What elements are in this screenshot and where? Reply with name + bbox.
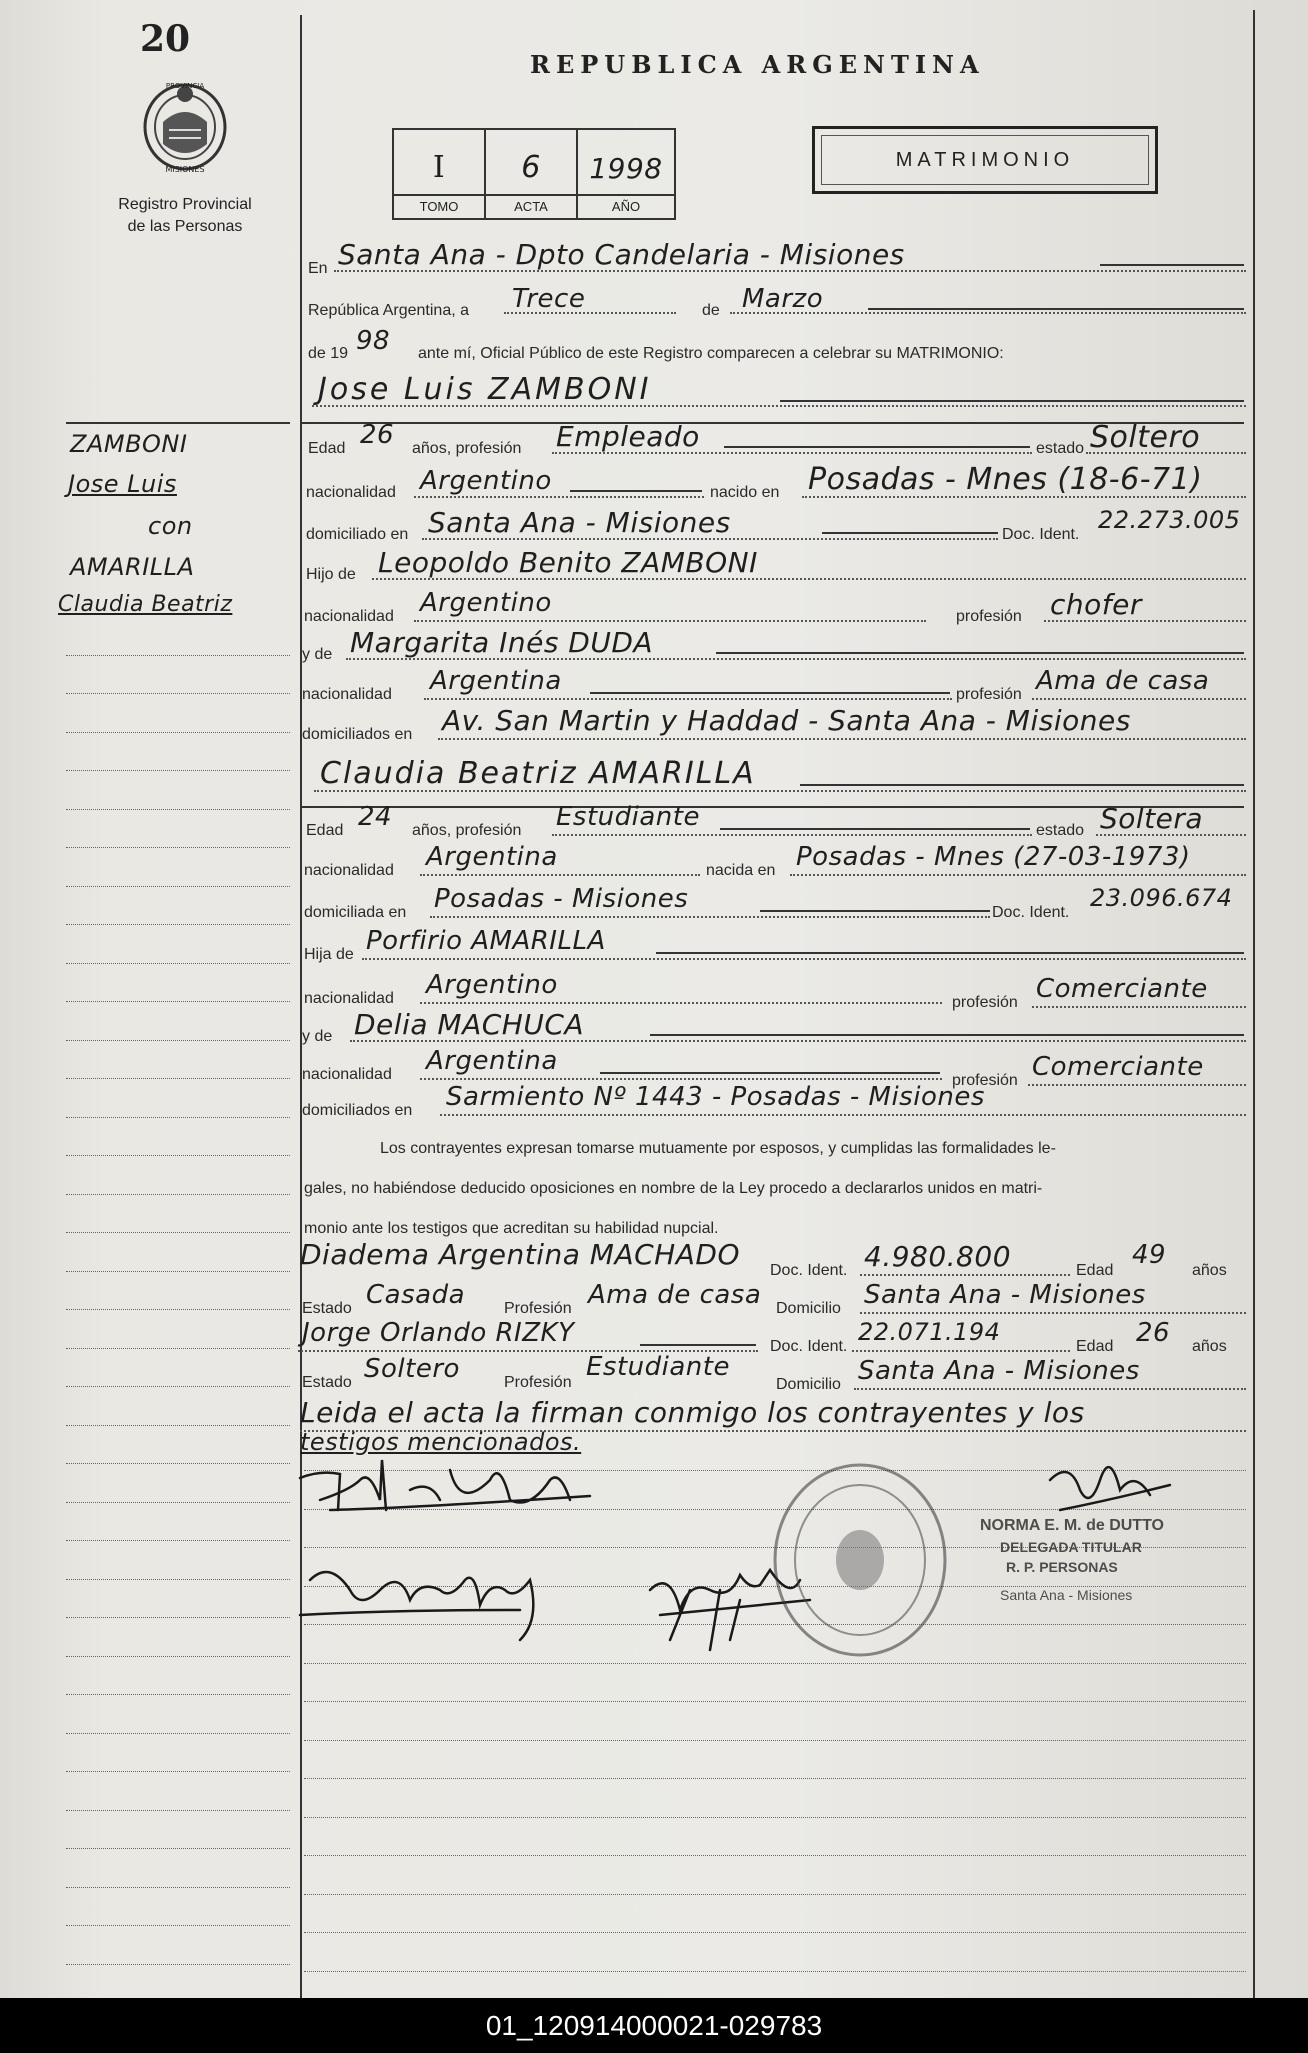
body-ruled-line (304, 1894, 1246, 1895)
margin-ruled-line (66, 963, 290, 964)
body-ruled-line (304, 1740, 1246, 1741)
margin-ruled-line (66, 770, 290, 771)
registry-boxes (392, 128, 676, 220)
margin-note-rule (66, 422, 290, 424)
groom-anos-profesion-label: años, profesión (412, 440, 522, 457)
witness1-profesion-label: Profesión (504, 1300, 572, 1317)
stamp-line4: Santa Ana - Misiones (1000, 1587, 1133, 1603)
fill-dash (868, 308, 1244, 310)
signature-groom (300, 1460, 590, 1510)
fill-dash (640, 1344, 756, 1346)
groom-yde-label: y de (302, 646, 333, 663)
dotted-line (430, 916, 990, 918)
margin-ruled-line (66, 1733, 290, 1734)
left-margin-rule (300, 15, 302, 2000)
groom-edad-label: Edad (308, 440, 346, 457)
dotted-line (314, 790, 1246, 792)
closing-line2: testigos mencionados. (300, 1428, 582, 1456)
dotted-line (312, 405, 1246, 407)
bride-father-nationality: Argentino (426, 970, 558, 1000)
margin-ruled-line (66, 1540, 290, 1541)
ano-box (578, 130, 674, 218)
fill-dash (716, 652, 1244, 654)
stamp-line3: R. P. PERSONAS (1006, 1559, 1118, 1575)
margin-ruled-line (66, 1502, 290, 1503)
acta-box (486, 130, 578, 218)
dotted-line (1032, 1006, 1246, 1008)
margin-ruled-line (66, 1155, 290, 1156)
fill-dash (600, 1072, 940, 1074)
dotted-line (790, 874, 1246, 876)
body-ruled-line (304, 1971, 1246, 1972)
declaration-line2: gales, no habiéndose deducido oposiciones en nombre de la Ley procedo a declararlos unidos en matri- (304, 1180, 1043, 1197)
registry-title-line2: de las Personas (127, 218, 243, 235)
groom-father-profession: chofer (1050, 588, 1142, 621)
witness2-address: Santa Ana - Misiones (858, 1356, 1140, 1386)
bride-mother: Delia MACHUCA (354, 1008, 585, 1041)
seal-text-top: PROVINCIA (165, 82, 205, 90)
tomo-label: TOMO (394, 194, 484, 214)
fill-dash (724, 446, 1030, 448)
bride-mother-profesion-label: profesión (952, 1072, 1018, 1089)
witness2-profesion-label: Profesión (504, 1374, 572, 1391)
bride-parents-domiciliados-label: domiciliados en (302, 1102, 413, 1119)
dotted-line (422, 538, 998, 540)
groom-estado-label: estado (1036, 440, 1085, 457)
margin-ruled-line (66, 1925, 290, 1926)
dotted-line (860, 1312, 1246, 1314)
bride-domiciliada-label: domiciliada en (304, 904, 407, 921)
witness1-edad-label: Edad (1076, 1262, 1114, 1279)
groom-civil-status: Soltero (1090, 420, 1201, 455)
margin-ruled-line (66, 1771, 290, 1772)
witness2-profession: Estudiante (586, 1352, 730, 1382)
bride-address: Posadas - Misiones (434, 884, 689, 914)
groom-doc-label: Doc. Ident. (1002, 526, 1080, 543)
groom-mother: Margarita Inés DUDA (350, 626, 654, 659)
intro-statement: ante mí, Oficial Público de este Registro comparecen a celebrar su MATRIMONIO: (418, 345, 1004, 362)
dotted-line (350, 1040, 1246, 1042)
body-ruled-line (304, 1778, 1246, 1779)
dotted-line (334, 270, 1246, 272)
witness2-name: Jorge Orlando RIZKY (302, 1318, 575, 1348)
groom-profession: Empleado (556, 420, 700, 453)
en-label: En (308, 260, 328, 277)
bride-doc-label: Doc. Ident. (992, 904, 1070, 921)
country-title: REPUBLICA ARGENTINA (530, 50, 985, 79)
dotted-line (860, 1274, 1070, 1276)
margin-ruled-line (66, 1964, 290, 1965)
witness1-doc-label: Doc. Ident. (770, 1262, 848, 1279)
bride-father-profession: Comerciante (1036, 974, 1208, 1004)
margin-ruled-line (66, 1040, 290, 1041)
fill-dash (656, 952, 1244, 954)
witness1-domicilio-label: Domicilio (776, 1300, 841, 1317)
dotted-line (802, 496, 1246, 498)
acta-label: ACTA (486, 194, 576, 214)
body-ruled-line (304, 1932, 1246, 1933)
dotted-line (346, 658, 1246, 660)
ano-label: AÑO (578, 194, 674, 214)
groom-address: Santa Ana - Misiones (428, 506, 731, 539)
bride-hija-label: Hija de (304, 946, 354, 963)
margin-ruled-line (66, 809, 290, 810)
bride-nacida-label: nacida en (706, 862, 776, 879)
margin-ruled-line (66, 1694, 290, 1695)
bride-mother-nacionalidad-label: nacionalidad (302, 1066, 392, 1083)
margin-ruled-line (66, 655, 290, 656)
groom-father-nationality: Argentino (420, 588, 552, 618)
dotted-line (1028, 1084, 1246, 1086)
dotted-line (1086, 452, 1246, 454)
groom-parents-address: Av. San Martin y Haddad - Santa Ana - Misiones (442, 704, 1131, 737)
bride-doc: 23.096.674 (1090, 884, 1233, 912)
margin-ruled-line (66, 1232, 290, 1233)
witness2-domicilio-label: Domicilio (776, 1376, 841, 1393)
act-type-box (812, 126, 1158, 194)
margin-ruled-line (66, 1078, 290, 1079)
groom-mother-nacionalidad-label: nacionalidad (302, 686, 392, 703)
month-value: Marzo (742, 284, 824, 314)
groom-mother-nationality: Argentina (430, 666, 562, 696)
ano-value: 1998 (589, 152, 663, 185)
bride-age: 24 (358, 802, 393, 832)
witness1-civil-status: Casada (366, 1280, 466, 1310)
bride-nationality: Argentina (426, 842, 558, 872)
fill-dash (822, 532, 998, 534)
de19-label: de 19 (308, 345, 349, 362)
groom-nacido-label: nacido en (710, 484, 780, 501)
witness1-address: Santa Ana - Misiones (864, 1280, 1146, 1310)
fill-dash (650, 1034, 1244, 1036)
dotted-line (440, 1114, 1246, 1116)
bride-civil-status: Soltera (1100, 802, 1204, 835)
page-number: 20 (140, 18, 191, 60)
closing-line1: Leida el acta la firman conmigo los contrayentes y los (300, 1396, 1085, 1429)
acta-value: 6 (521, 150, 541, 185)
groom-hijo-label: Hijo de (306, 566, 356, 583)
groom-doc: 22.273.005 (1098, 506, 1241, 534)
day-value: Trece (512, 284, 586, 314)
body-ruled-line (304, 1817, 1246, 1818)
declaration-line3: monio ante los testigos que acreditan su habilidad nupcial. (304, 1220, 719, 1237)
witness1-age: 49 (1132, 1240, 1167, 1270)
witness1-profession: Ama de casa (588, 1280, 762, 1310)
dotted-line (372, 578, 1246, 580)
bride-mother-profession: Comerciante (1032, 1052, 1204, 1082)
right-margin-rule (1253, 10, 1255, 2000)
bride-nacionalidad-label: nacionalidad (304, 862, 394, 879)
groom-age: 26 (360, 420, 395, 450)
stamp-line2: DELEGADA TITULAR (1000, 1539, 1142, 1555)
bride-yde-label: y de (302, 1028, 333, 1045)
margin-ruled-line (66, 847, 290, 848)
file-id-caption: 01_120914000021-029783 (0, 1998, 1308, 2053)
signature-bride (300, 1572, 533, 1640)
bride-mother-nationality: Argentina (426, 1046, 558, 1076)
witness2-age: 26 (1136, 1318, 1171, 1348)
witness2-estado-label: Estado (302, 1374, 352, 1391)
dotted-line (730, 312, 1246, 314)
groom-mother-profesion-label: profesión (956, 686, 1022, 703)
groom-full-name: Jose Luis ZAMBONI (318, 372, 652, 407)
margin-ruled-line (66, 924, 290, 925)
dotted-line (504, 312, 676, 314)
groom-father-nacionalidad-label: nacionalidad (304, 608, 394, 625)
margin-ruled-line (66, 1810, 290, 1811)
margin-ruled-line (66, 1001, 290, 1002)
body-ruled-line (304, 1855, 1246, 1856)
dotted-line (420, 1002, 942, 1004)
witness2-doc: 22.071.194 (858, 1318, 1001, 1346)
witness2-doc-label: Doc. Ident. (770, 1338, 848, 1355)
act-type-label: MATRIMONIO (821, 135, 1149, 185)
witness1-name: Diadema Argentina MACHADO (300, 1238, 740, 1271)
de-label: de (702, 302, 720, 319)
margin-note-given2: Claudia Beatriz (58, 592, 233, 617)
tomo-value: I (432, 150, 446, 185)
witness1-anos-label: años (1192, 1262, 1227, 1279)
bride-edad-label: Edad (306, 822, 344, 839)
dotted-line (438, 738, 1246, 740)
fill-dash (720, 828, 1030, 830)
margin-ruled-line (66, 1194, 290, 1195)
margin-ruled-line (66, 1579, 290, 1580)
groom-nacionalidad-label: nacionalidad (306, 484, 396, 501)
dotted-line (362, 958, 1246, 960)
margin-ruled-line (66, 732, 290, 733)
dotted-line (414, 620, 926, 622)
margin-ruled-line (66, 1117, 290, 1118)
margin-ruled-line (66, 1848, 290, 1849)
groom-mother-profession: Ama de casa (1036, 666, 1210, 696)
bride-full-name: Claudia Beatriz AMARILLA (320, 756, 756, 791)
margin-ruled-line (66, 1348, 290, 1349)
witness1-doc: 4.980.800 (864, 1240, 1012, 1273)
dotted-line (552, 452, 1032, 454)
dotted-line (854, 1388, 1246, 1390)
margin-ruled-line (66, 1425, 290, 1426)
bride-parents-address: Sarmiento Nº 1443 - Posadas - Misiones (446, 1082, 985, 1112)
margin-ruled-line (66, 1617, 290, 1618)
margin-ruled-line (66, 1463, 290, 1464)
groom-parents-domiciliados-label: domiciliados en (302, 726, 413, 743)
declaration-line1: Los contrayentes expresan tomarse mutuamente por esposos, y cumplidas las formalidades le- (380, 1140, 1056, 1157)
bride-father-profesion-label: profesión (952, 994, 1018, 1011)
provincial-seal-icon (135, 72, 235, 177)
bride-estado-label: estado (1036, 822, 1085, 839)
margin-note-given: Jose Luis (68, 470, 177, 498)
margin-ruled-line (66, 693, 290, 694)
signature-official (1050, 1467, 1170, 1510)
groom-birthplace: Posadas - Mnes (18-6-71) (808, 462, 1203, 497)
groom-father-profesion-label: profesión (956, 608, 1022, 625)
signatures-area (290, 1440, 1250, 1670)
dotted-line (1032, 698, 1246, 700)
bride-birthplace: Posadas - Mnes (27-03-1973) (796, 842, 1191, 872)
body-ruled-line (304, 1701, 1246, 1702)
seal-text-bottom: MISIONES (165, 165, 205, 174)
groom-domiciliado-label: domiciliado en (306, 526, 409, 543)
fill-dash (1100, 264, 1244, 266)
margin-ruled-line (66, 1887, 290, 1888)
margin-note-surname: ZAMBONI (70, 430, 188, 458)
margin-note-con: con (148, 512, 193, 540)
margin-ruled-line (66, 1386, 290, 1387)
dotted-line (1096, 834, 1246, 836)
bride-profession: Estudiante (556, 802, 700, 832)
witness2-civil-status: Soltero (364, 1354, 460, 1384)
witness2-edad-label: Edad (1076, 1338, 1114, 1355)
dotted-line (414, 496, 704, 498)
official-round-seal-icon (775, 1465, 945, 1655)
bride-father: Porfirio AMARILLA (366, 926, 606, 956)
stamp-line1: NORMA E. M. de DUTTO (980, 1517, 1164, 1534)
dotted-line (420, 874, 700, 876)
tomo-box (394, 130, 486, 218)
witness1-estado-label: Estado (302, 1300, 352, 1317)
margin-ruled-line (66, 1309, 290, 1310)
margin-ruled-line (66, 1656, 290, 1657)
dotted-line (552, 834, 1032, 836)
republica-label: República Argentina, a (308, 302, 469, 319)
fill-dash (760, 910, 990, 912)
dotted-line (1044, 620, 1246, 622)
fill-dash (780, 400, 1244, 402)
margin-ruled-line (66, 886, 290, 887)
year-suffix: 98 (356, 326, 391, 356)
fill-dash (590, 692, 950, 694)
dotted-line (852, 1350, 1070, 1352)
place-value: Santa Ana - Dpto Candelaria - Misiones (338, 238, 905, 271)
dotted-line (420, 1078, 942, 1080)
registry-title-line1: Registro Provincial (118, 196, 252, 213)
bride-father-nacionalidad-label: nacionalidad (304, 990, 394, 1007)
fill-dash (800, 784, 1244, 786)
margin-note-surname2: AMARILLA (70, 553, 195, 581)
witness2-anos-label: años (1192, 1338, 1227, 1355)
groom-father: Leopoldo Benito ZAMBONI (378, 546, 758, 579)
fill-dash (570, 490, 702, 492)
margin-ruled-line (66, 1271, 290, 1272)
groom-nationality: Argentino (420, 466, 552, 496)
bride-anos-profesion-label: años, profesión (412, 822, 522, 839)
dotted-line (424, 698, 952, 700)
